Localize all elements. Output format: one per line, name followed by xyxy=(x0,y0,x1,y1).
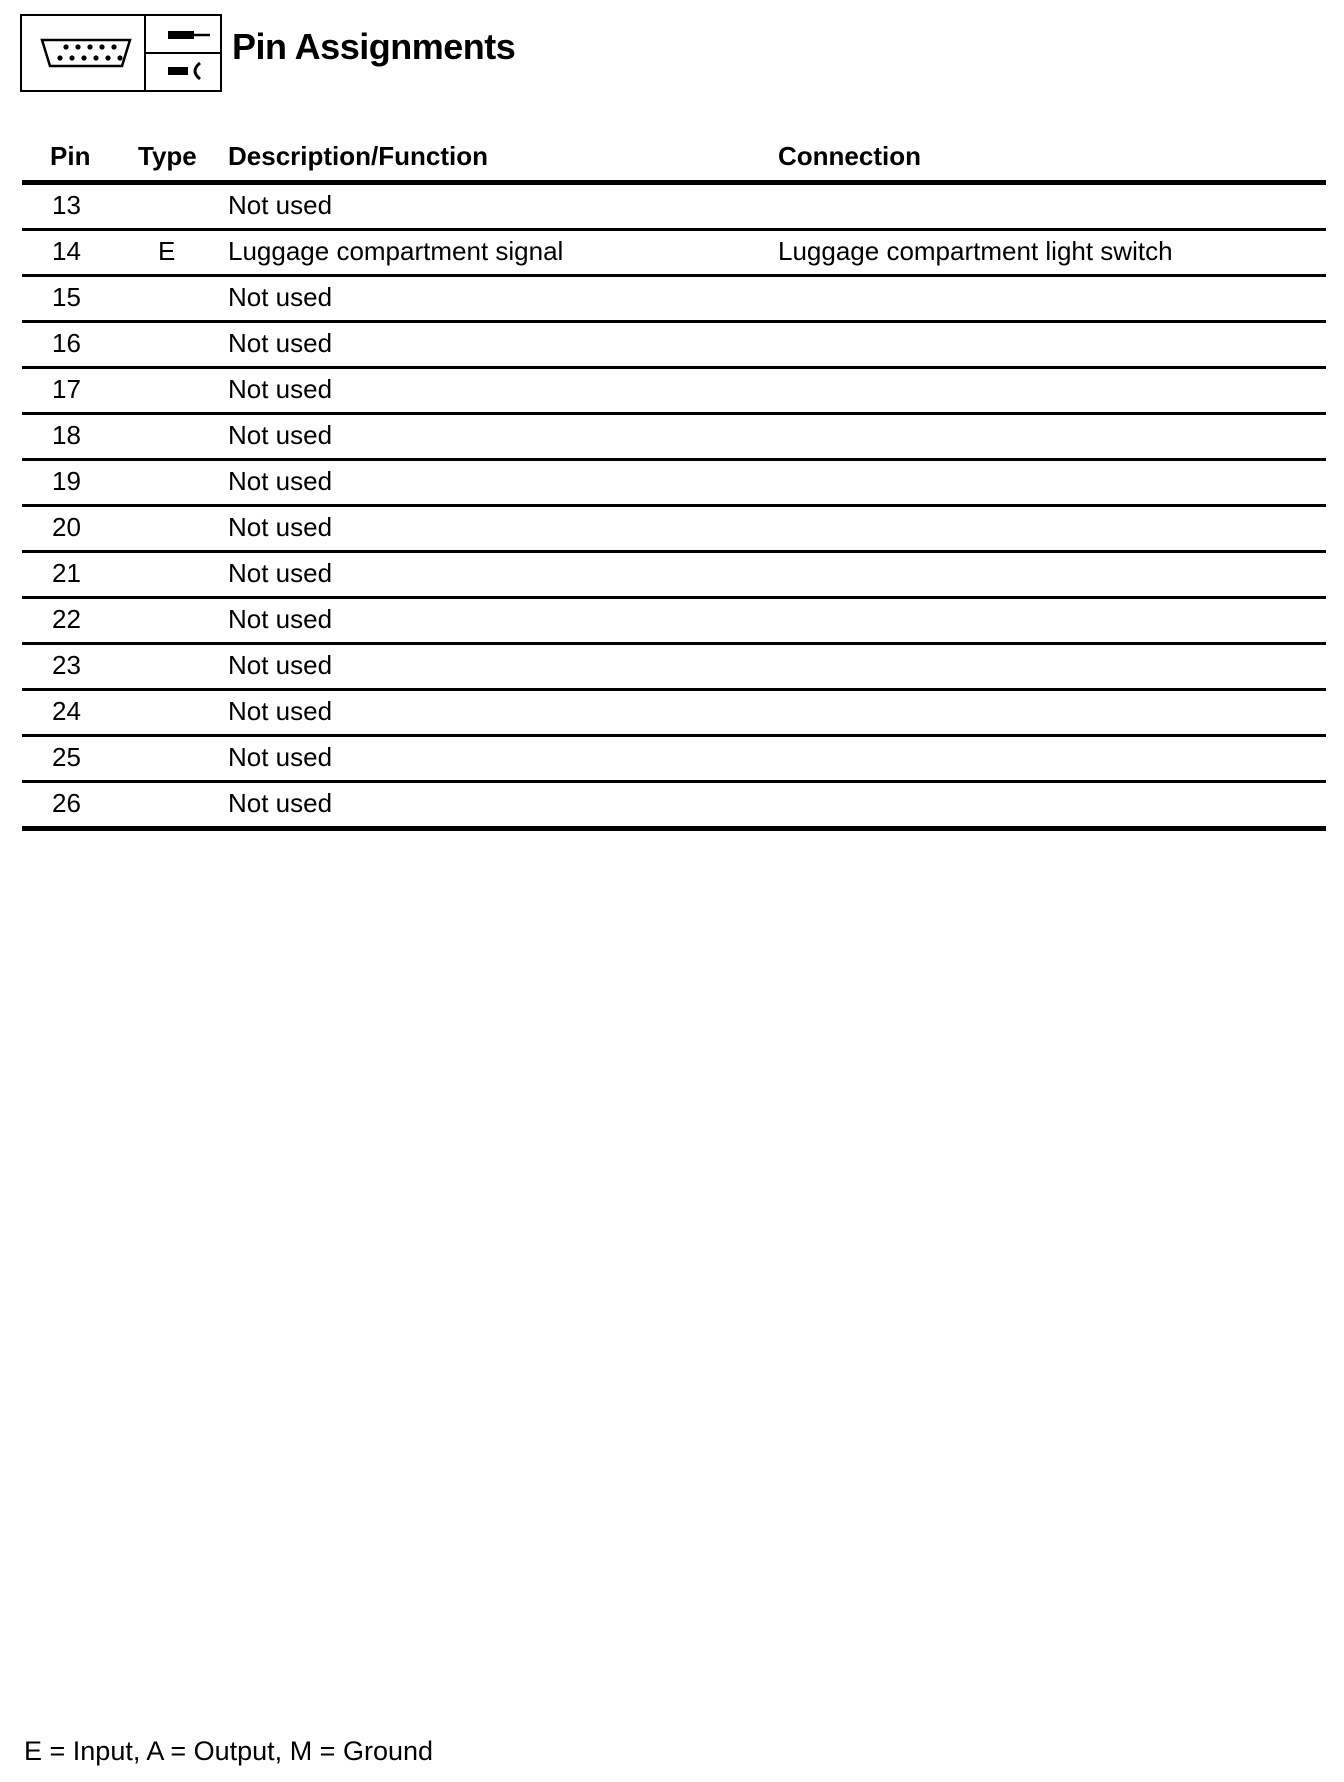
table-row xyxy=(22,323,1326,369)
table-row xyxy=(22,599,1326,645)
connection-cell: Luggage compartment light switch xyxy=(778,236,1173,266)
type-cell: E xyxy=(158,236,176,266)
pin-cell: 20 xyxy=(52,512,81,542)
pin-cell: 25 xyxy=(52,742,81,772)
description-cell: Not used xyxy=(228,190,333,220)
pin-cell: 18 xyxy=(52,420,81,450)
pin-cell: 13 xyxy=(52,190,81,220)
table-row xyxy=(22,737,1326,783)
table-header xyxy=(22,138,1326,185)
description-cell: Not used xyxy=(228,788,333,818)
pin-cell: 24 xyxy=(52,696,81,726)
type-legend: E = Input, A = Output, M = Ground xyxy=(24,1736,434,1766)
table-row xyxy=(22,185,1326,231)
page-title: Pin Assignments xyxy=(232,26,516,67)
table-row xyxy=(22,369,1326,415)
table-row xyxy=(22,461,1326,507)
connector-pinout-icon xyxy=(20,14,222,92)
table-row xyxy=(22,231,1326,277)
pin-cell: 15 xyxy=(52,282,81,312)
pin-assignment-table xyxy=(22,138,1326,831)
table-row xyxy=(22,507,1326,553)
description-cell: Not used xyxy=(228,604,333,634)
table-row xyxy=(22,645,1326,691)
table-body xyxy=(22,185,1326,831)
column-header-connection: Connection xyxy=(778,141,921,171)
pin-cell: 16 xyxy=(52,328,81,358)
description-cell: Not used xyxy=(228,650,333,680)
description-cell: Not used xyxy=(228,742,333,772)
pin-cell: 19 xyxy=(52,466,81,496)
pin-cell: 22 xyxy=(52,604,81,634)
column-header-pin: Pin xyxy=(50,141,91,171)
description-cell: Not used xyxy=(228,466,333,496)
description-cell: Not used xyxy=(228,282,333,312)
column-header-type: Type xyxy=(138,141,197,171)
pin-cell: 21 xyxy=(52,558,81,588)
pin-cell: 23 xyxy=(52,650,81,680)
description-cell: Not used xyxy=(228,512,333,542)
description-cell: Not used xyxy=(228,374,333,404)
description-cell: Luggage compartment signal xyxy=(228,236,564,266)
column-header-description: Description/Function xyxy=(228,141,488,171)
description-cell: Not used xyxy=(228,558,333,588)
table-row xyxy=(22,783,1326,831)
table-row xyxy=(22,415,1326,461)
table-row xyxy=(22,691,1326,737)
table-row xyxy=(22,277,1326,323)
table-row xyxy=(22,553,1326,599)
description-cell: Not used xyxy=(228,696,333,726)
pin-cell: 26 xyxy=(52,788,81,818)
pin-cell: 17 xyxy=(52,374,81,404)
pin-cell: 14 xyxy=(52,236,81,266)
description-cell: Not used xyxy=(228,420,333,450)
description-cell: Not used xyxy=(228,328,333,358)
